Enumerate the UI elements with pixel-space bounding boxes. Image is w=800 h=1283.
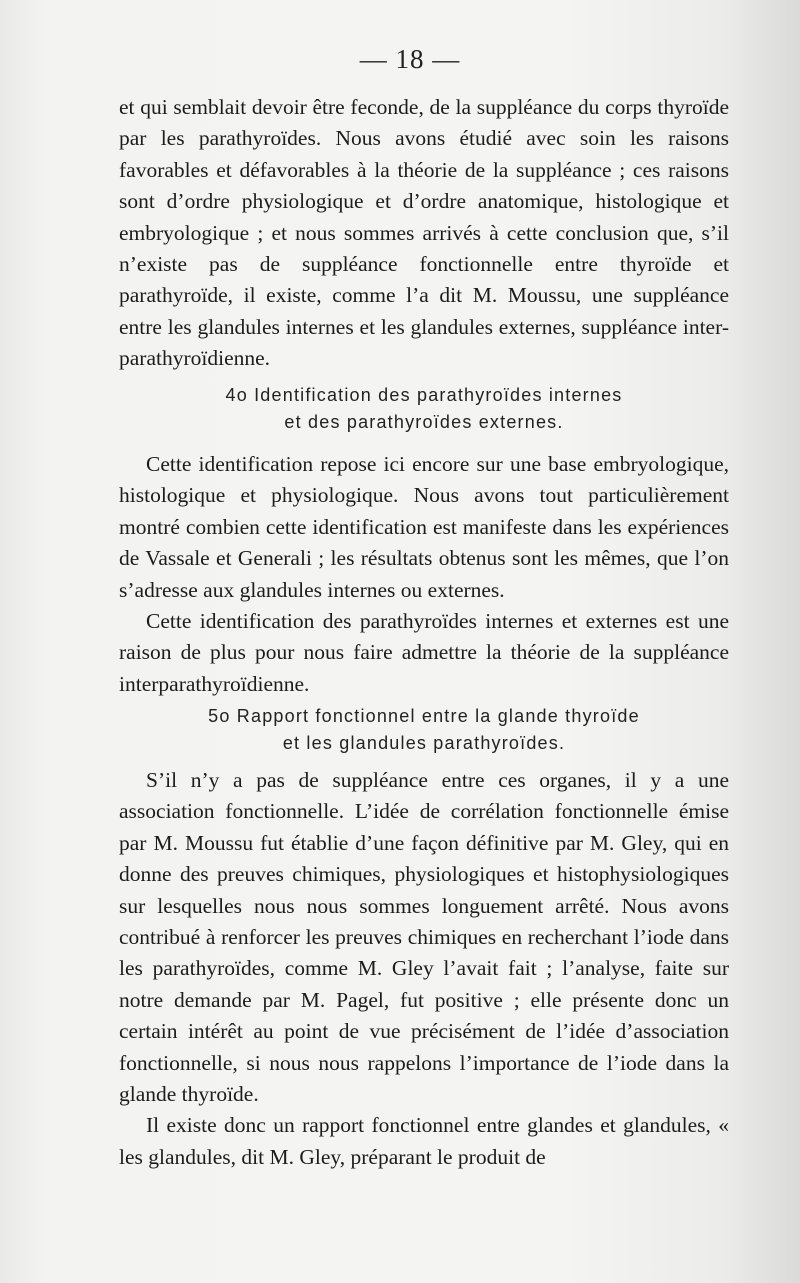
paragraph-suppleance (119, 92, 729, 375)
section-heading-4 (119, 382, 729, 436)
paragraph-text: et qui semblait devoir être feconde, de la suppléance du corps thyroïde par les parathyroïdes. Nous avons étudié avec soin les raisons favorables et défavorables à la théorie de la suppléance ; ces raisons sont d’ordre physiologique et d’ordre anatomique, histologique et embryologique ; et nous sommes arrivés à cette conclusion que, s’il n’existe pas de suppléance fonctionnelle entre thyroïde et parathyroïde, il existe, comme l’a dit M. Moussu, une suppléance entre les glandules internes et les glandules externes, suppléance inter-parathyroïdienne. (119, 95, 729, 371)
paragraph-text: Il existe donc un rapport fonctionnel entre glandes et glandules, « les glandules, dit M. Gley, préparant le produit de (119, 1113, 729, 1169)
heading-line: 4o Identification des parathyroïdes internes (225, 385, 623, 405)
paragraph-text: Cette identification repose ici encore sur une base embryologique, histologique et physiologique. Nous avons tout particulièrement montré combien cette identification est manifeste dans les expériences de Vassale et Generali ; les résultats obtenus sont les mêmes, que l’on s’adresse aux glandules internes ou externes. (119, 452, 729, 602)
paragraph-rapport (119, 765, 729, 1173)
heading-line: et les glandules parathyroïdes. (282, 733, 566, 753)
page-number: — 18 — (359, 44, 461, 74)
paragraph-text: Cette identification des parathyroïdes internes et externes est une raison de plus pour nous faire admettre la théorie de la suppléance interparathyroïdienne. (119, 609, 729, 696)
heading-line: 5o Rapport fonctionnel entre la glande thyroïde (208, 706, 640, 726)
paragraph-text: S’il n’y a pas de suppléance entre ces organes, il y a une association fonctionnelle. L’idée de corrélation fonctionnelle émise par M. Moussu fut établie d’une façon définitive par M. Gley, qui en donne des preuves chimiques, physiologiques et histophysiologiques sur lesquelles nous nous sommes longuement arrêté. Nous avons contribué à renforcer les preuves chimiques en recherchant l’iode dans les parathyroïdes, comme M. Gley l’avait fait ; l’analyse, faite sur notre demande par M. Pagel, fut positive ; elle présente donc un certain intérêt au point de vue précisément de l’idée d’association fonctionnelle, si nous nous rappelons l’importance de l’iode dans la glande thyroïde. (119, 768, 729, 1107)
heading-line: et des parathyroïdes externes. (284, 412, 564, 432)
section-heading-5 (119, 703, 729, 757)
paragraph-identification (119, 449, 729, 700)
